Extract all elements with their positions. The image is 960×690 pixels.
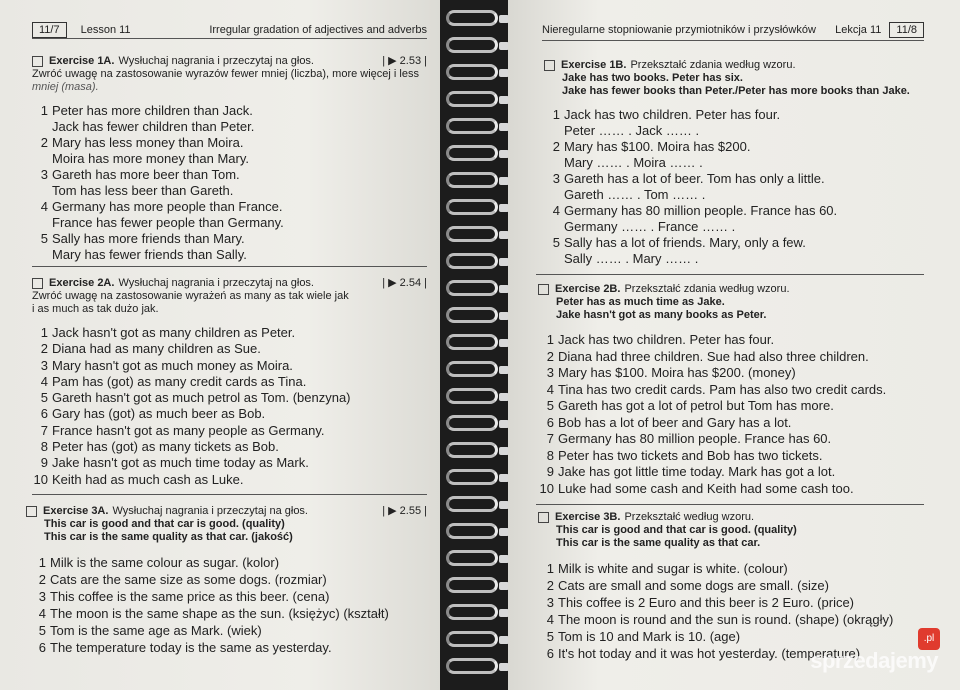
exercise-label: Exercise 3A.: [43, 505, 109, 517]
exercise-line: [32, 406, 427, 422]
divider: [32, 494, 427, 495]
line-text: Peter has two tickets and Bob has two tickets.: [558, 447, 823, 463]
line-number: 1: [40, 103, 48, 118]
line-number: 10: [539, 480, 554, 496]
line-number: 3: [40, 167, 48, 182]
line-number: 9: [546, 464, 554, 479]
line-number: 5: [546, 398, 554, 413]
exercise-line: [538, 628, 924, 645]
divider: [32, 266, 427, 267]
exercise-line: [544, 235, 924, 251]
exercise-line: [544, 107, 924, 123]
checkbox-icon[interactable]: [538, 284, 549, 295]
line-text: Jack has two children. Peter has four.: [564, 107, 781, 122]
audio-track[interactable]: | ▶ 2.53 |: [382, 55, 427, 67]
left-page: [0, 0, 440, 690]
line-number: 5: [40, 231, 48, 246]
divider: [32, 38, 427, 39]
exercise-line: [32, 119, 427, 135]
spiral-binding: [440, 0, 508, 690]
line-text: Bob has a lot of beer and Gary has a lot.: [558, 414, 792, 430]
line-text: This coffee is 2 Euro and this beer is 2 Euro. (price): [558, 595, 855, 610]
spiral-ring: [446, 388, 498, 404]
divider: [536, 274, 924, 275]
line-number: 3: [40, 357, 48, 373]
line-number: 6: [546, 414, 554, 430]
spiral-ring: [446, 496, 498, 512]
line-number: 10: [33, 471, 48, 487]
line-number: 4: [40, 373, 48, 389]
model-sentence: This car is the same quality as that car.: [556, 537, 761, 549]
exercise-title: [32, 276, 427, 290]
line-text: The temperature today is the same as yesterday.: [50, 640, 332, 655]
spiral-ring: [446, 199, 498, 215]
line-number: 1: [552, 107, 560, 122]
audio-track[interactable]: | ▶ 2.55 |: [382, 505, 427, 517]
spiral-ring: [446, 550, 498, 566]
line-text: Gareth …… . Tom …… .: [564, 187, 706, 202]
line-text: Luke had some cash and Keith had some cash too.: [558, 480, 854, 496]
left-title: Irregular gradation of adjectives and adverbs: [209, 24, 427, 36]
right-header: [542, 22, 924, 38]
exercise-line: [32, 439, 427, 455]
exercise-line: [538, 332, 924, 349]
exercise-label: Exercise 1B.: [561, 59, 627, 71]
exercise-title: [538, 510, 924, 524]
checkbox-icon[interactable]: [538, 512, 549, 523]
line-number: 6: [38, 640, 46, 655]
model-sentence: This car is the same quality as that car. (jakość): [44, 531, 293, 543]
exercise-instruction: Przekształć według wzoru.: [624, 511, 755, 523]
watermark-text: sprzedajemy: [810, 648, 938, 673]
exercise-line: [30, 605, 427, 622]
line-text: Jack has fewer children than Peter.: [52, 119, 255, 134]
spiral-ring: [446, 280, 498, 296]
spiral-ring: [446, 361, 498, 377]
line-text: Jack hasn't got as many children as Peter.: [52, 325, 296, 340]
line-text: Mary has less money than Moira.: [52, 135, 244, 150]
exercise-title: [538, 282, 924, 296]
exercise-line: [32, 151, 427, 167]
exercise-1b: [544, 58, 924, 267]
spiral-ring: [446, 334, 498, 350]
line-text: Germany has more people than France.: [52, 199, 283, 214]
exercise-line: [544, 155, 924, 171]
line-text: Sally has a lot of friends. Mary, only a few.: [564, 235, 806, 250]
spiral-ring: [446, 577, 498, 593]
exercise-instruction: Przekształć zdania według wzoru.: [630, 59, 796, 71]
exercise-title: [32, 54, 427, 68]
line-text: Milk is white and sugar is white. (colour): [558, 561, 788, 576]
line-number: 2: [552, 139, 560, 154]
line-text: Gareth has more beer than Tom.: [52, 167, 240, 182]
model-sentence: This car is good and that car is good. (quality): [556, 524, 797, 536]
line-text: Sally has more friends than Mary.: [52, 231, 245, 246]
line-text: Jack has two children. Peter has four.: [558, 332, 775, 347]
line-text: Cats are small and some dogs are small. (size): [558, 578, 829, 593]
spiral-ring: [446, 523, 498, 539]
line-text: Germany …… . France …… .: [564, 219, 736, 234]
exercise-label: Exercise 1A.: [49, 55, 115, 67]
exercise-line: [32, 183, 427, 199]
line-text: This coffee is the same price as this beer. (cena): [50, 589, 330, 604]
line-text: Tom has less beer than Gareth.: [52, 183, 234, 198]
line-number: 3: [546, 365, 554, 380]
line-number: 8: [40, 439, 48, 455]
line-text: Peter has more children than Jack.: [52, 103, 253, 118]
line-text: Peter …… . Jack …… .: [564, 123, 700, 138]
spiral-ring: [446, 37, 498, 53]
exercise-line: [30, 588, 427, 605]
exercise-line: [538, 594, 924, 611]
exercise-line: [538, 448, 924, 465]
exercise-lines: [544, 107, 924, 267]
line-text: The moon is round and the sun is round. (shape) (okrągły): [558, 612, 894, 627]
audio-track[interactable]: | ▶ 2.54 |: [382, 277, 427, 289]
watermark-badge: .pl: [918, 628, 940, 650]
line-text: Jake has got little time today. Mark has got a lot.: [558, 464, 836, 479]
exercise-note: mniej (masa).: [32, 81, 99, 93]
line-text: Moira has more money than Mary.: [52, 151, 249, 166]
exercise-line: [544, 187, 924, 203]
line-number: 6: [546, 646, 554, 661]
exercise-instruction: Przekształć zdania według wzoru.: [624, 283, 790, 295]
line-number: 2: [40, 341, 48, 357]
exercise-line: [544, 171, 924, 187]
line-text: It's hot today and it was hot yesterday. (temperature): [558, 646, 861, 661]
line-number: 3: [38, 589, 46, 604]
exercise-line: [32, 423, 427, 439]
line-number: 4: [546, 381, 554, 397]
line-text: Gareth has got a lot of petrol but Tom has more.: [558, 398, 834, 413]
line-text: Pam has (got) as many credit cards as Tina.: [52, 373, 307, 389]
line-number: 7: [40, 422, 48, 438]
exercise-2a: [32, 276, 427, 488]
spiral-ring: [446, 91, 498, 107]
spiral-ring: [446, 442, 498, 458]
exercise-line: [32, 325, 427, 341]
exercise-note: Zwróć uwagę na zastosowanie wyrażeń as many as tak wiele jak: [32, 290, 349, 302]
line-text: Germany has 80 million people. France has 60.: [558, 431, 832, 446]
exercise-title: [544, 58, 924, 72]
exercise-line: [544, 203, 924, 219]
checkbox-icon[interactable]: [32, 56, 43, 67]
exercise-line: [538, 382, 924, 399]
line-number: 5: [546, 629, 554, 644]
right-page: [508, 0, 960, 690]
line-text: Gareth has a lot of beer. Tom has only a little.: [564, 171, 825, 186]
exercise-line: [538, 365, 924, 382]
exercise-instruction: Wysłuchaj nagrania i przeczytaj na głos.: [118, 55, 314, 67]
exercise-title: [26, 504, 427, 518]
left-lesson: Lesson 11: [80, 24, 131, 36]
line-text: Gareth hasn't got as much petrol as Tom. (benzyna): [52, 390, 351, 406]
checkbox-icon[interactable]: [544, 60, 555, 71]
exercise-1a: [32, 54, 427, 263]
left-page-number: 11/7: [32, 22, 67, 38]
line-text: Milk is the same colour as sugar. (kolor): [50, 555, 280, 570]
exercise-line: [538, 398, 924, 415]
line-text: Sally …… . Mary …… .: [564, 251, 699, 266]
spiral-ring: [446, 469, 498, 485]
line-text: Keith had as much cash as Luke.: [52, 471, 244, 487]
right-lesson: Lekcja 11: [835, 24, 882, 36]
line-number: 1: [40, 325, 48, 340]
line-number: 1: [546, 561, 554, 576]
line-number: 4: [38, 606, 46, 621]
line-number: 2: [546, 348, 554, 364]
line-text: Tom is 10 and Mark is 10. (age): [558, 629, 741, 644]
exercise-instruction: Wysłuchaj nagrania i przeczytaj na głos.: [118, 277, 314, 289]
line-text: Jake hasn't got as much time today as Mark.: [52, 455, 309, 471]
line-text: France hasn't got as many people as Germany.: [52, 422, 325, 438]
exercise-2b: [538, 282, 924, 497]
exercise-line: [30, 554, 427, 571]
exercise-line: [544, 251, 924, 267]
line-text: Diana had three children. Sue had also three children.: [558, 348, 869, 364]
spiral-ring: [446, 253, 498, 269]
model-sentence: Jake has two books. Peter has six.: [562, 72, 743, 84]
exercise-line: [32, 199, 427, 215]
line-text: The moon is the same shape as the sun. (księżyc) (kształt): [50, 606, 389, 621]
line-number: 2: [40, 135, 48, 150]
left-header: [32, 22, 427, 38]
exercise-line: [544, 219, 924, 235]
divider: [542, 40, 924, 41]
line-text: Peter has (got) as many tickets as Bob.: [52, 439, 279, 455]
exercise-line: [32, 135, 427, 151]
spiral-ring: [446, 10, 498, 26]
line-number: 4: [546, 612, 554, 627]
line-text: France has fewer people than Germany.: [52, 215, 284, 230]
exercise-line: [32, 472, 427, 488]
model-sentence: Jake has fewer books than Peter./Peter has more books than Jake.: [562, 85, 910, 97]
line-number: 1: [38, 555, 46, 570]
exercise-note: i as much as tak dużo jak.: [32, 303, 159, 315]
line-number: 3: [546, 595, 554, 610]
line-number: 3: [552, 171, 560, 186]
exercise-lines: [32, 325, 427, 488]
exercise-label: Exercise 2A.: [49, 277, 115, 289]
exercise-line: [32, 455, 427, 471]
exercise-line: [538, 577, 924, 594]
spiral-ring: [446, 658, 498, 674]
exercise-line: [32, 247, 427, 263]
line-number: 4: [552, 203, 560, 218]
line-text: Cats are the same size as some dogs. (rozmiar): [50, 572, 327, 587]
line-number: 5: [38, 623, 46, 638]
spiral-ring: [446, 631, 498, 647]
exercise-line: [538, 431, 924, 448]
exercise-line: [32, 341, 427, 357]
line-number: 9: [40, 455, 48, 471]
exercise-lines: [538, 560, 924, 662]
right-title: Nieregularne stopniowanie przymiotników i przysłówków: [542, 24, 816, 36]
exercise-line: [32, 390, 427, 406]
right-page-number: 11/8: [889, 22, 924, 38]
exercise-note: Zwróć uwagę na zastosowanie wyrazów fewer mniej (liczba), more więcej i less: [32, 68, 419, 80]
spiral-ring: [446, 118, 498, 134]
exercise-line: [32, 358, 427, 374]
exercise-lines: [26, 554, 427, 656]
line-text: Mary …… . Moira …… .: [564, 155, 703, 170]
exercise-line: [30, 571, 427, 588]
line-text: Tom is the same age as Mark. (wiek): [50, 623, 262, 638]
exercise-label: Exercise 3B.: [555, 511, 621, 523]
exercise-line: [538, 464, 924, 481]
exercise-lines: [538, 332, 924, 497]
exercise-3a: [26, 504, 427, 656]
exercise-line: [32, 374, 427, 390]
line-text: Diana had as many children as Sue.: [52, 341, 261, 357]
line-number: 5: [40, 390, 48, 406]
line-number: 2: [546, 578, 554, 593]
line-text: Tina has two credit cards. Pam has also two credit cards.: [558, 381, 887, 397]
exercise-line: [538, 560, 924, 577]
line-number: 4: [40, 199, 48, 214]
exercise-line: [32, 103, 427, 119]
exercise-line: [30, 622, 427, 639]
line-number: 2: [38, 572, 46, 587]
spiral-ring: [446, 307, 498, 323]
exercise-line: [538, 415, 924, 432]
spiral-ring: [446, 415, 498, 431]
line-number: 1: [546, 332, 554, 347]
checkbox-icon[interactable]: [26, 506, 37, 517]
line-number: 5: [552, 235, 560, 250]
exercise-line: [538, 481, 924, 498]
line-text: Gary has (got) as much beer as Bob.: [52, 406, 266, 422]
spiral-ring: [446, 226, 498, 242]
divider: [536, 504, 924, 505]
exercise-line: [32, 231, 427, 247]
checkbox-icon[interactable]: [32, 278, 43, 289]
exercise-line: [32, 215, 427, 231]
exercise-3b: [538, 510, 924, 662]
exercise-lines: [32, 103, 427, 263]
exercise-instruction: Wysłuchaj nagrania i przeczytaj na głos.: [112, 505, 308, 517]
line-text: Germany has 80 million people. France has 60.: [564, 203, 838, 218]
line-number: 8: [546, 447, 554, 463]
exercise-line: [538, 349, 924, 366]
model-sentence: Jake hasn't got as many books as Peter.: [556, 309, 767, 321]
line-text: Mary has fewer friends than Sally.: [52, 247, 247, 262]
exercise-line: [32, 167, 427, 183]
exercise-line: [30, 639, 427, 656]
exercise-line: [538, 611, 924, 628]
line-number: 7: [546, 431, 554, 446]
line-text: Mary hasn't got as much money as Moira.: [52, 357, 293, 373]
spiral-ring: [446, 64, 498, 80]
exercise-line: [544, 123, 924, 139]
spiral-ring: [446, 145, 498, 161]
line-text: Mary has $100. Moira has $200.: [564, 139, 751, 154]
spiral-ring: [446, 604, 498, 620]
model-sentence: This car is good and that car is good. (quality): [44, 518, 285, 530]
exercise-line: [544, 139, 924, 155]
spiral-ring: [446, 172, 498, 188]
line-number: 6: [40, 406, 48, 422]
exercise-label: Exercise 2B.: [555, 283, 621, 295]
model-sentence: Peter has as much time as Jake.: [556, 296, 725, 308]
line-text: Mary has $100. Moira has $200. (money): [558, 365, 796, 380]
